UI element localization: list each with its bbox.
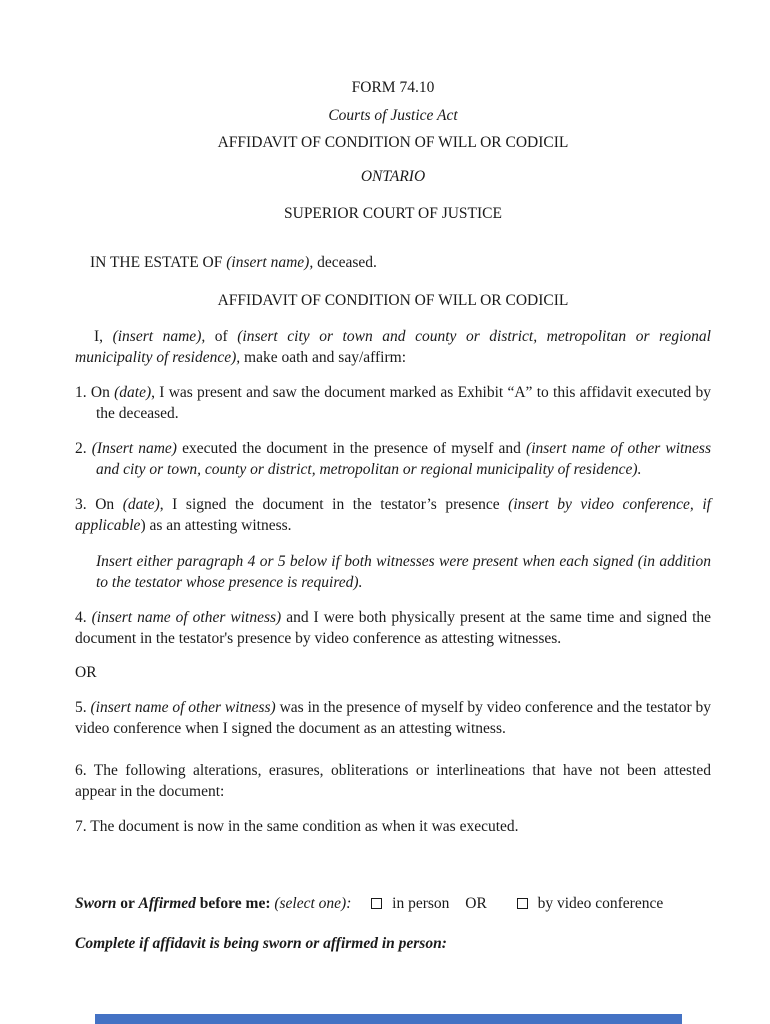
form-number: FORM 74.10 bbox=[351, 79, 435, 96]
paragraph-3: 3. On (date), I signed the document in the testator’s presence (insert by video conference, if applicable) as an attesting witness. bbox=[75, 496, 711, 534]
intro-paragraph: I, (insert name), of (insert city or town and county or district, metropolitan or regional municipality of residence), make oath and say/affirm: bbox=[75, 328, 711, 366]
paragraph-5: 5. (insert name of other witness) was in the presence of myself by video conference and the testator by video conference when I signed the document as an attesting witness. bbox=[75, 699, 712, 737]
paragraph-4: 4. (insert name of other witness) and I were both physically present at the same time and signed the document in the testator's presence by video conference as attesting witnesses. bbox=[75, 609, 712, 647]
document-content bbox=[75, 0, 711, 954]
form-title: AFFIDAVIT OF CONDITION OF WILL OR CODICIL bbox=[217, 134, 569, 151]
section-title: AFFIDAVIT OF CONDITION OF WILL OR CODICIL bbox=[217, 292, 569, 309]
in-person-checkbox[interactable] bbox=[371, 898, 382, 909]
act-title: Courts of Justice Act bbox=[328, 107, 458, 124]
estate-line: IN THE ESTATE OF (insert name), deceased. bbox=[90, 254, 377, 271]
witness-instruction-note: Insert either paragraph 4 or 5 below if both witnesses were present when each signed (in addition to the testator whose presence is required). bbox=[96, 553, 711, 591]
paragraph-2: 2. (Insert name) executed the document in the presence of myself and (insert name of other witness and city or town, county or district, metropolitan or regional municipality of residence). bbox=[75, 440, 711, 478]
paragraph-6: 6. The following alterations, erasures, obliterations or interlineations that have not been attested appear in the document: bbox=[75, 762, 711, 800]
paragraph-7: 7. The document is now in the same condition as when it was executed. bbox=[75, 818, 519, 835]
complete-in-person-note: Complete if affidavit is being sworn or affirmed in person: bbox=[75, 935, 447, 952]
video-conference-checkbox[interactable] bbox=[517, 898, 528, 909]
province-label: ONTARIO bbox=[360, 168, 426, 185]
sworn-or-label: OR bbox=[465, 895, 487, 912]
court-name: SUPERIOR COURT OF JUSTICE bbox=[284, 205, 502, 222]
paragraph-1: 1. On (date), I was present and saw the document marked as Exhibit “A” to this affidavit executed by the deceased. bbox=[75, 384, 712, 422]
in-person-label: in person bbox=[392, 895, 450, 912]
sworn-affirmed-line bbox=[75, 893, 711, 914]
sworn-lead-text: Sworn or Affirmed before me: (select one): bbox=[75, 895, 352, 912]
or-separator: OR bbox=[75, 664, 97, 681]
video-conference-label: by video conference bbox=[537, 895, 664, 912]
next-page-edge-bar bbox=[95, 1014, 682, 1024]
